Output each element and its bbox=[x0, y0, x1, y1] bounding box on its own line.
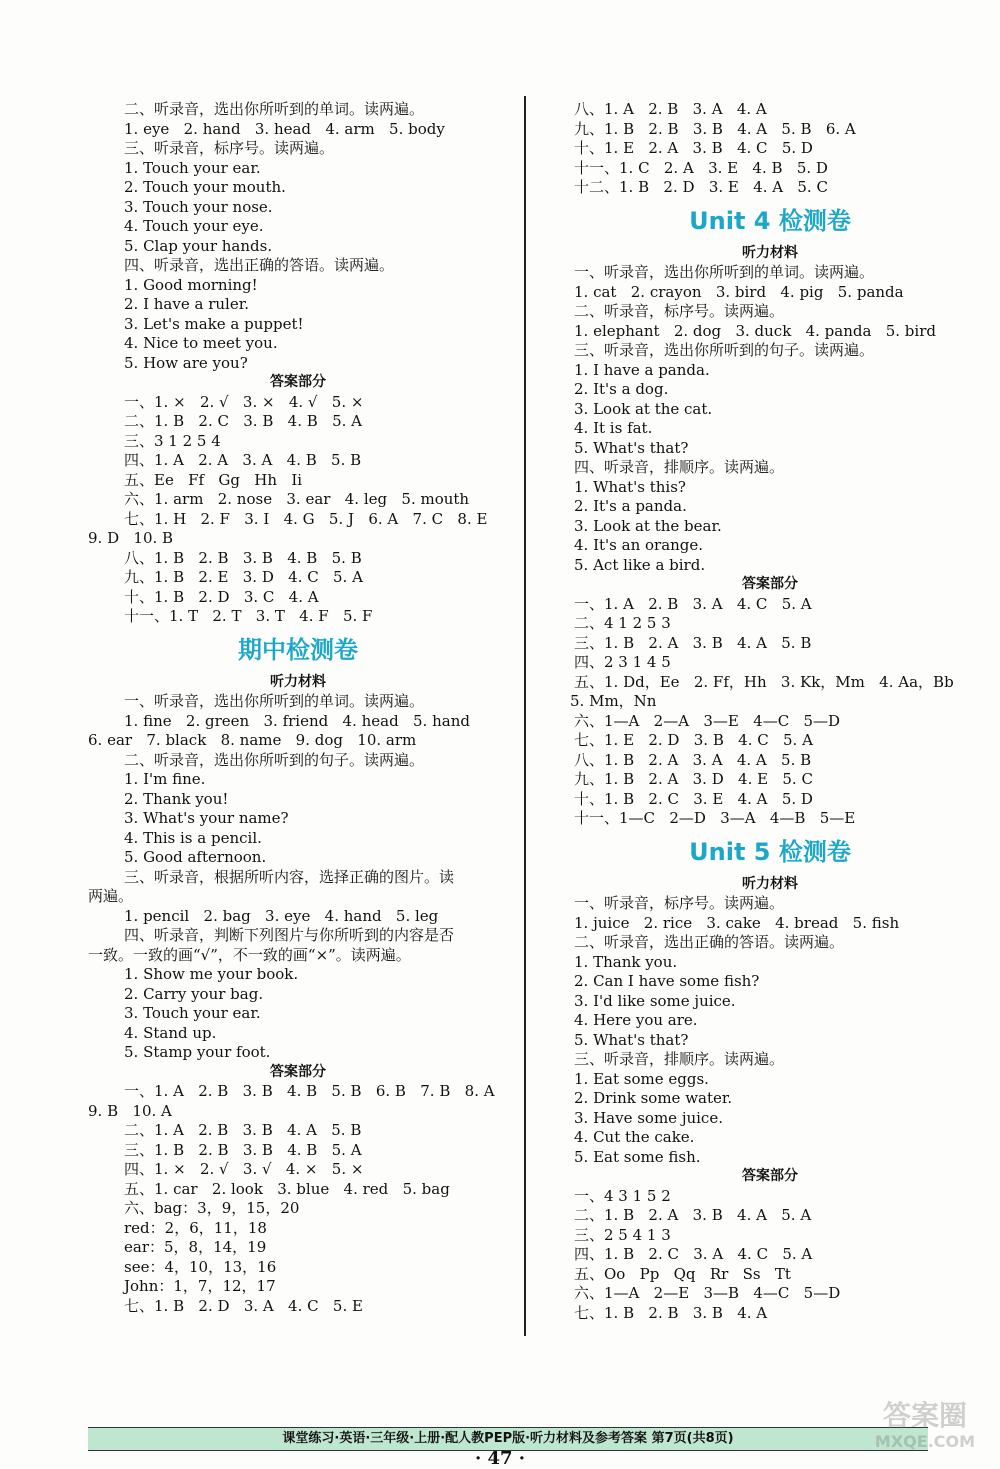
text-line: 三、听录音，根据所听内容，选择正确的图片。读 bbox=[124, 867, 455, 886]
text-line: 九、1. B 2. E 3. D 4. C 5. A bbox=[124, 568, 363, 586]
text-line: 4. Cut the cake. bbox=[574, 1128, 695, 1146]
text-line: 十二、1. B 2. D 3. E 4. A 5. C bbox=[574, 178, 828, 196]
text-line: 五、Ee Ff Gg Hh Ii bbox=[124, 470, 303, 489]
text-line: 6. ear 7. black 8. name 9. dog 10. arm bbox=[88, 731, 417, 749]
watermark-bottom-text: MXQE.COM bbox=[874, 1432, 976, 1451]
text-line: 五、1. car 2. look 3. blue 4. red 5. bag bbox=[124, 1179, 450, 1198]
watermark-top-text: 答案圈 bbox=[882, 1399, 967, 1432]
text-line: 3. Touch your ear. bbox=[124, 1004, 261, 1022]
text-line: 三、听录音，排顺序。读两遍。 bbox=[574, 1050, 785, 1068]
text-line: 十一、1. C 2. A 3. E 4. B 5. D bbox=[574, 158, 828, 177]
subsection-label: 答案部分 bbox=[270, 374, 326, 390]
text-line: 1. I'm fine. bbox=[124, 770, 206, 788]
text-line: see：4，10，13，16 bbox=[124, 1257, 277, 1276]
text-line: 1. cat 2. crayon 3. bird 4. pig 5. panda bbox=[574, 282, 904, 301]
text-line: 4. It's an orange. bbox=[574, 536, 704, 554]
text-line: 一、听录音，标序号。读两遍。 bbox=[574, 894, 785, 912]
text-line: 5. Mm，Nn bbox=[570, 692, 657, 710]
subsection-label: 答案部分 bbox=[742, 576, 798, 592]
text-line: 二、听录音，选出正确的答语。读两遍。 bbox=[574, 933, 845, 951]
text-line: 三、听录音，选出你所听到的句子。读两遍。 bbox=[574, 341, 875, 359]
text-line: 六、1—A 2—A 3—E 4—C 5—D bbox=[574, 711, 841, 730]
text-line: red：2，6，11，18 bbox=[124, 1218, 267, 1237]
text-line: 二、听录音，选出你所听到的单词。读两遍。 bbox=[124, 100, 425, 118]
text-line: 2. Carry your bag. bbox=[124, 984, 264, 1003]
text-line: 八、1. B 2. B 3. B 4. B 5. B bbox=[124, 548, 362, 567]
text-line: 一、听录音，选出你所听到的单词。读两遍。 bbox=[574, 263, 875, 281]
column-divider bbox=[524, 96, 526, 1336]
text-line: 七、1. H 2. F 3. I 4. G 5. J 6. A 7. C 8. E bbox=[124, 509, 488, 528]
text-line: 9. B 10. A bbox=[88, 1101, 172, 1120]
text-line: 二、4 1 2 5 3 bbox=[574, 614, 671, 632]
text-line: 一、1. × 2. √ 3. × 4. √ 5. × bbox=[124, 392, 364, 411]
text-line: 二、听录音，选出你所听到的句子。读两遍。 bbox=[124, 750, 425, 769]
text-line: 2. Touch your mouth. bbox=[124, 178, 286, 196]
text-line: 二、1. A 2. B 3. B 4. A 5. B bbox=[124, 1121, 362, 1139]
text-line: 四、1. × 2. √ 3. √ 4. × 5. × bbox=[124, 1160, 364, 1178]
text-line: 4. This is a pencil. bbox=[124, 828, 262, 847]
text-line: 5. Act like a bird. bbox=[574, 555, 706, 574]
text-line: 1. What's this? bbox=[574, 477, 686, 496]
text-line: 一、听录音，选出你所听到的单词。读两遍。 bbox=[124, 692, 425, 710]
text-line: 5. Good afternoon. bbox=[124, 848, 267, 866]
subsection-label: 答案部分 bbox=[270, 1063, 326, 1080]
text-line: 1. fine 2. green 3. friend 4. head 5. hand bbox=[124, 711, 470, 730]
text-line: 一致。一致的画“√”，不一致的画“×”。读两遍。 bbox=[88, 945, 411, 964]
text-line: 5. What's that? bbox=[574, 1030, 689, 1049]
section-heading: 期中检测卷 bbox=[238, 635, 358, 664]
text-line: 1. elephant 2. dog 3. duck 4. panda 5. bird bbox=[574, 321, 936, 340]
text-line: 3. I'd like some juice. bbox=[574, 991, 736, 1010]
text-line: ear：5，8，14，19 bbox=[124, 1238, 267, 1256]
text-line: 4. Stand up. bbox=[124, 1023, 217, 1042]
text-line: 5. Clap your hands. bbox=[124, 236, 273, 255]
text-line: 八、1. B 2. A 3. A 4. A 5. B bbox=[574, 750, 812, 769]
text-line: 3. Touch your nose. bbox=[124, 197, 273, 216]
text-line: 七、1. B 2. B 3. B 4. A bbox=[574, 1303, 768, 1322]
text-line: 9. D 10. B bbox=[88, 529, 174, 547]
text-line: 一、4 3 1 5 2 bbox=[574, 1186, 671, 1205]
subsection-label: 听力材料 bbox=[270, 673, 326, 690]
text-line: 1. Touch your ear. bbox=[124, 158, 261, 177]
text-line: 1. I have a panda. bbox=[574, 360, 710, 379]
text-line: 四、1. A 2. A 3. A 4. B 5. B bbox=[124, 451, 362, 469]
text-line: 2. Thank you! bbox=[124, 789, 229, 808]
text-line: 3. What's your name? bbox=[124, 809, 289, 827]
page-number: · 47 · bbox=[474, 1448, 526, 1469]
text-line: 五、1. Dd，Ee 2. Ff，Hh 3. Kk，Mm 4. Aa，Bb bbox=[574, 672, 954, 691]
text-line: 六、bag：3，9，15，20 bbox=[124, 1199, 300, 1217]
text-line: 4. Nice to meet you. bbox=[124, 334, 278, 352]
text-line: 一、1. A 2. B 3. A 4. C 5. A bbox=[574, 594, 812, 613]
text-line: 两遍。 bbox=[88, 887, 134, 905]
text-line: 三、1. B 2. A 3. B 4. A 5. B bbox=[574, 633, 812, 652]
text-line: 1. Show me your book. bbox=[124, 965, 299, 983]
text-line: 三、1. B 2. B 3. B 4. B 5. A bbox=[124, 1140, 362, 1159]
text-line: 十一、1—C 2—D 3—A 4—B 5—E bbox=[574, 809, 856, 827]
text-line: 十、1. B 2. C 3. E 4. A 5. D bbox=[574, 789, 813, 808]
text-line: 1. pencil 2. bag 3. eye 4. hand 5. leg bbox=[124, 906, 439, 925]
text-line: 三、2 5 4 1 3 bbox=[574, 1225, 671, 1244]
text-line: 2. Drink some water. bbox=[574, 1089, 733, 1107]
text-line: John：1，7，12，17 bbox=[124, 1277, 276, 1295]
text-line: 九、1. B 2. A 3. D 4. E 5. C bbox=[574, 770, 813, 788]
text-line: 1. Good morning! bbox=[124, 275, 258, 294]
subsection-label: 听力材料 bbox=[742, 244, 798, 261]
left-column bbox=[88, 100, 508, 1316]
section-heading: Unit 5 检测卷 bbox=[689, 837, 851, 866]
text-line: 四、1. B 2. C 3. A 4. C 5. A bbox=[574, 1245, 813, 1263]
text-line: 5. Stamp your foot. bbox=[124, 1043, 271, 1061]
text-line: 八、1. A 2. B 3. A 4. A bbox=[574, 100, 767, 118]
text-line: 2. Can I have some fish? bbox=[574, 972, 760, 990]
text-line: 2. It's a dog. bbox=[574, 380, 669, 398]
text-line: 六、1. arm 2. nose 3. ear 4. leg 5. mouth bbox=[124, 490, 470, 508]
text-line: 5. What's that? bbox=[574, 438, 689, 457]
text-line: 1. juice 2. rice 3. cake 4. bread 5. fish bbox=[574, 913, 900, 932]
text-line: 三、听录音，标序号。读两遍。 bbox=[124, 139, 335, 157]
text-line: 三、3 1 2 5 4 bbox=[124, 431, 221, 450]
text-line: 1. eye 2. hand 3. head 4. arm 5. body bbox=[124, 119, 445, 138]
text-line: 二、1. B 2. C 3. B 4. B 5. A bbox=[124, 412, 362, 430]
text-line: 3. Look at the bear. bbox=[574, 516, 722, 535]
text-line: 九、1. B 2. B 3. B 4. A 5. B 6. A bbox=[574, 119, 856, 138]
text-line: 5. Eat some fish. bbox=[574, 1147, 701, 1166]
footer-text: 课堂练习·英语·三年级·上册·配人教PEP版·听力材料及参考答案 第7页(共8页) bbox=[282, 1431, 734, 1446]
text-line: 十一、1. T 2. T 3. T 4. F 5. F bbox=[124, 607, 373, 625]
text-line: 十、1. E 2. A 3. B 4. C 5. D bbox=[574, 139, 813, 157]
subsection-label: 听力材料 bbox=[742, 875, 798, 892]
text-line: 1. Eat some eggs. bbox=[574, 1069, 709, 1088]
text-line: 1. Thank you. bbox=[574, 952, 678, 971]
text-line: 四、听录音，排顺序。读两遍。 bbox=[574, 458, 785, 476]
text-line: 3. Have some juice. bbox=[574, 1108, 723, 1127]
text-line: 5. How are you? bbox=[124, 353, 248, 372]
text-line: 2. I have a ruler. bbox=[124, 295, 250, 313]
text-line: 2. It's a panda. bbox=[574, 497, 687, 515]
text-line: 二、听录音，标序号。读两遍。 bbox=[574, 302, 785, 320]
text-line: 4. Here you are. bbox=[574, 1011, 698, 1029]
text-line: 十、1. B 2. D 3. C 4. A bbox=[124, 587, 319, 606]
text-line: 二、1. B 2. A 3. B 4. A 5. A bbox=[574, 1206, 812, 1224]
text-line: 四、听录音，判断下列图片与你所听到的内容是否 bbox=[124, 926, 455, 944]
text-line: 七、1. E 2. D 3. B 4. C 5. A bbox=[574, 731, 813, 749]
text-line: 4. Touch your eye. bbox=[124, 217, 264, 235]
text-line: 四、2 3 1 4 5 bbox=[574, 653, 671, 671]
watermark-logo bbox=[860, 1400, 990, 1458]
text-line: 五、Oo Pp Qq Rr Ss Tt bbox=[574, 1264, 791, 1283]
text-line: 六、1—A 2—E 3—B 4—C 5—D bbox=[574, 1284, 841, 1302]
text-line: 一、1. A 2. B 3. B 4. B 5. B 6. B 7. B 8. A bbox=[124, 1082, 495, 1100]
subsection-label: 答案部分 bbox=[742, 1168, 798, 1184]
text-line: 3. Let's make a puppet! bbox=[124, 314, 304, 333]
text-line: 3. Look at the cat. bbox=[574, 399, 713, 418]
right-column bbox=[570, 100, 970, 1323]
text-line: 4. It is fat. bbox=[574, 419, 653, 437]
text-line: 七、1. B 2. D 3. A 4. C 5. E bbox=[124, 1296, 363, 1315]
text-line: 四、听录音，选出正确的答语。读两遍。 bbox=[124, 256, 395, 274]
section-heading: Unit 4 检测卷 bbox=[689, 206, 851, 235]
